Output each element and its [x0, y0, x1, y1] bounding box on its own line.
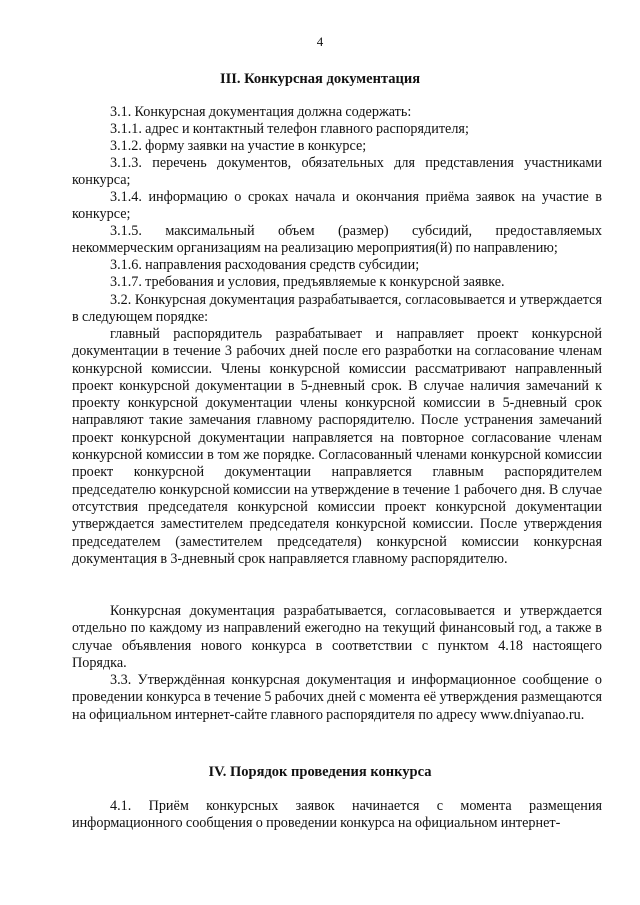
- paragraph-3-1: 3.1. Конкурсная документация должна содержать:: [110, 104, 412, 120]
- paragraph-3-1-7: 3.1.7. требования и условия, предъявляемые к конкурсной заявке.: [110, 274, 505, 290]
- paragraph-3-1-3: 3.1.3. перечень документов, обязательных для представления участниками конкурса;: [72, 155, 602, 189]
- section-4-heading: IV. Порядок проведения конкурса: [208, 764, 432, 780]
- paragraph-3-1-6: 3.1.6. направления расходования средств субсидии;: [110, 257, 420, 273]
- paragraph-3-2-annual: Конкурсная документация разрабатывается, согласовывается и утверждается отдельно по каждому из направлений ежегодно на текущий финансовый год, а также в случае объявления нового конкурса в соответствии с пунктом 4.18 настоящего Порядка.: [72, 603, 602, 671]
- paragraph-3-1-5: 3.1.5. максимальный объем (размер) субсидий, предоставляемых некоммерческим организациям на реализацию мероприятия(й) по направлению;: [72, 223, 602, 257]
- paragraph-4-1: 4.1. Приём конкурсных заявок начинается с момента размещения информационного сообщения о проведении конкурса на официальном интернет-: [72, 798, 602, 832]
- paragraph-3-2-procedure: главный распорядитель разрабатывает и направляет проект конкурсной документации в течение 3 рабочих дней после его разработки на согласование членам конкурсной комиссии. Члены конкурсной комиссии рассматривают направленный проект конкурсной документации в 5-дневный срок. В случае наличия замечаний к проекту конкурсной документации члены конкурсной комиссии в 5-дневный срок направляют такие замечания главному распорядителю. После устранения замечаний проект конкурсной документации направляется на повторное согласование членам конкурсной комиссии в том же порядке. Согласованный членами конкурсной комиссии проект конкурсной документации направляется главным распорядителем председателю конкурсной комиссии на утверждение в течение 1 рабочего дня. В случае отсутствия председателя конкурсной комиссии проект конкурсной документации утверждается заместителем председателя конкурсной комиссии. После утверждения председателем (заместителем председателя) конкурсной комиссии конкурсная документация в 3-дневный срок направляется главному распорядителю.: [72, 326, 602, 567]
- paragraph-3-1-2: 3.1.2. форму заявки на участие в конкурсе;: [110, 138, 367, 154]
- paragraph-3-1-1: 3.1.1. адрес и контактный телефон главного распорядителя;: [110, 121, 469, 137]
- section-3-heading: III. Конкурсная документация: [219, 71, 421, 87]
- paragraph-3-3: 3.3. Утверждённая конкурсная документация и информационное сообщение о проведении конкурса в течение 5 рабочих дней с момента её утверждения размещаются на официальном интернет-сайте главного распорядителя по адресу www.dniyanao.ru.: [72, 672, 602, 723]
- paragraph-3-1-4: 3.1.4. информацию о сроках начала и окончания приёма заявок на участие в конкурсе;: [72, 189, 602, 223]
- paragraph-3-2: 3.2. Конкурсная документация разрабатывается, согласовывается и утверждается в следующем порядке:: [72, 292, 602, 326]
- page-number: 4: [316, 34, 324, 49]
